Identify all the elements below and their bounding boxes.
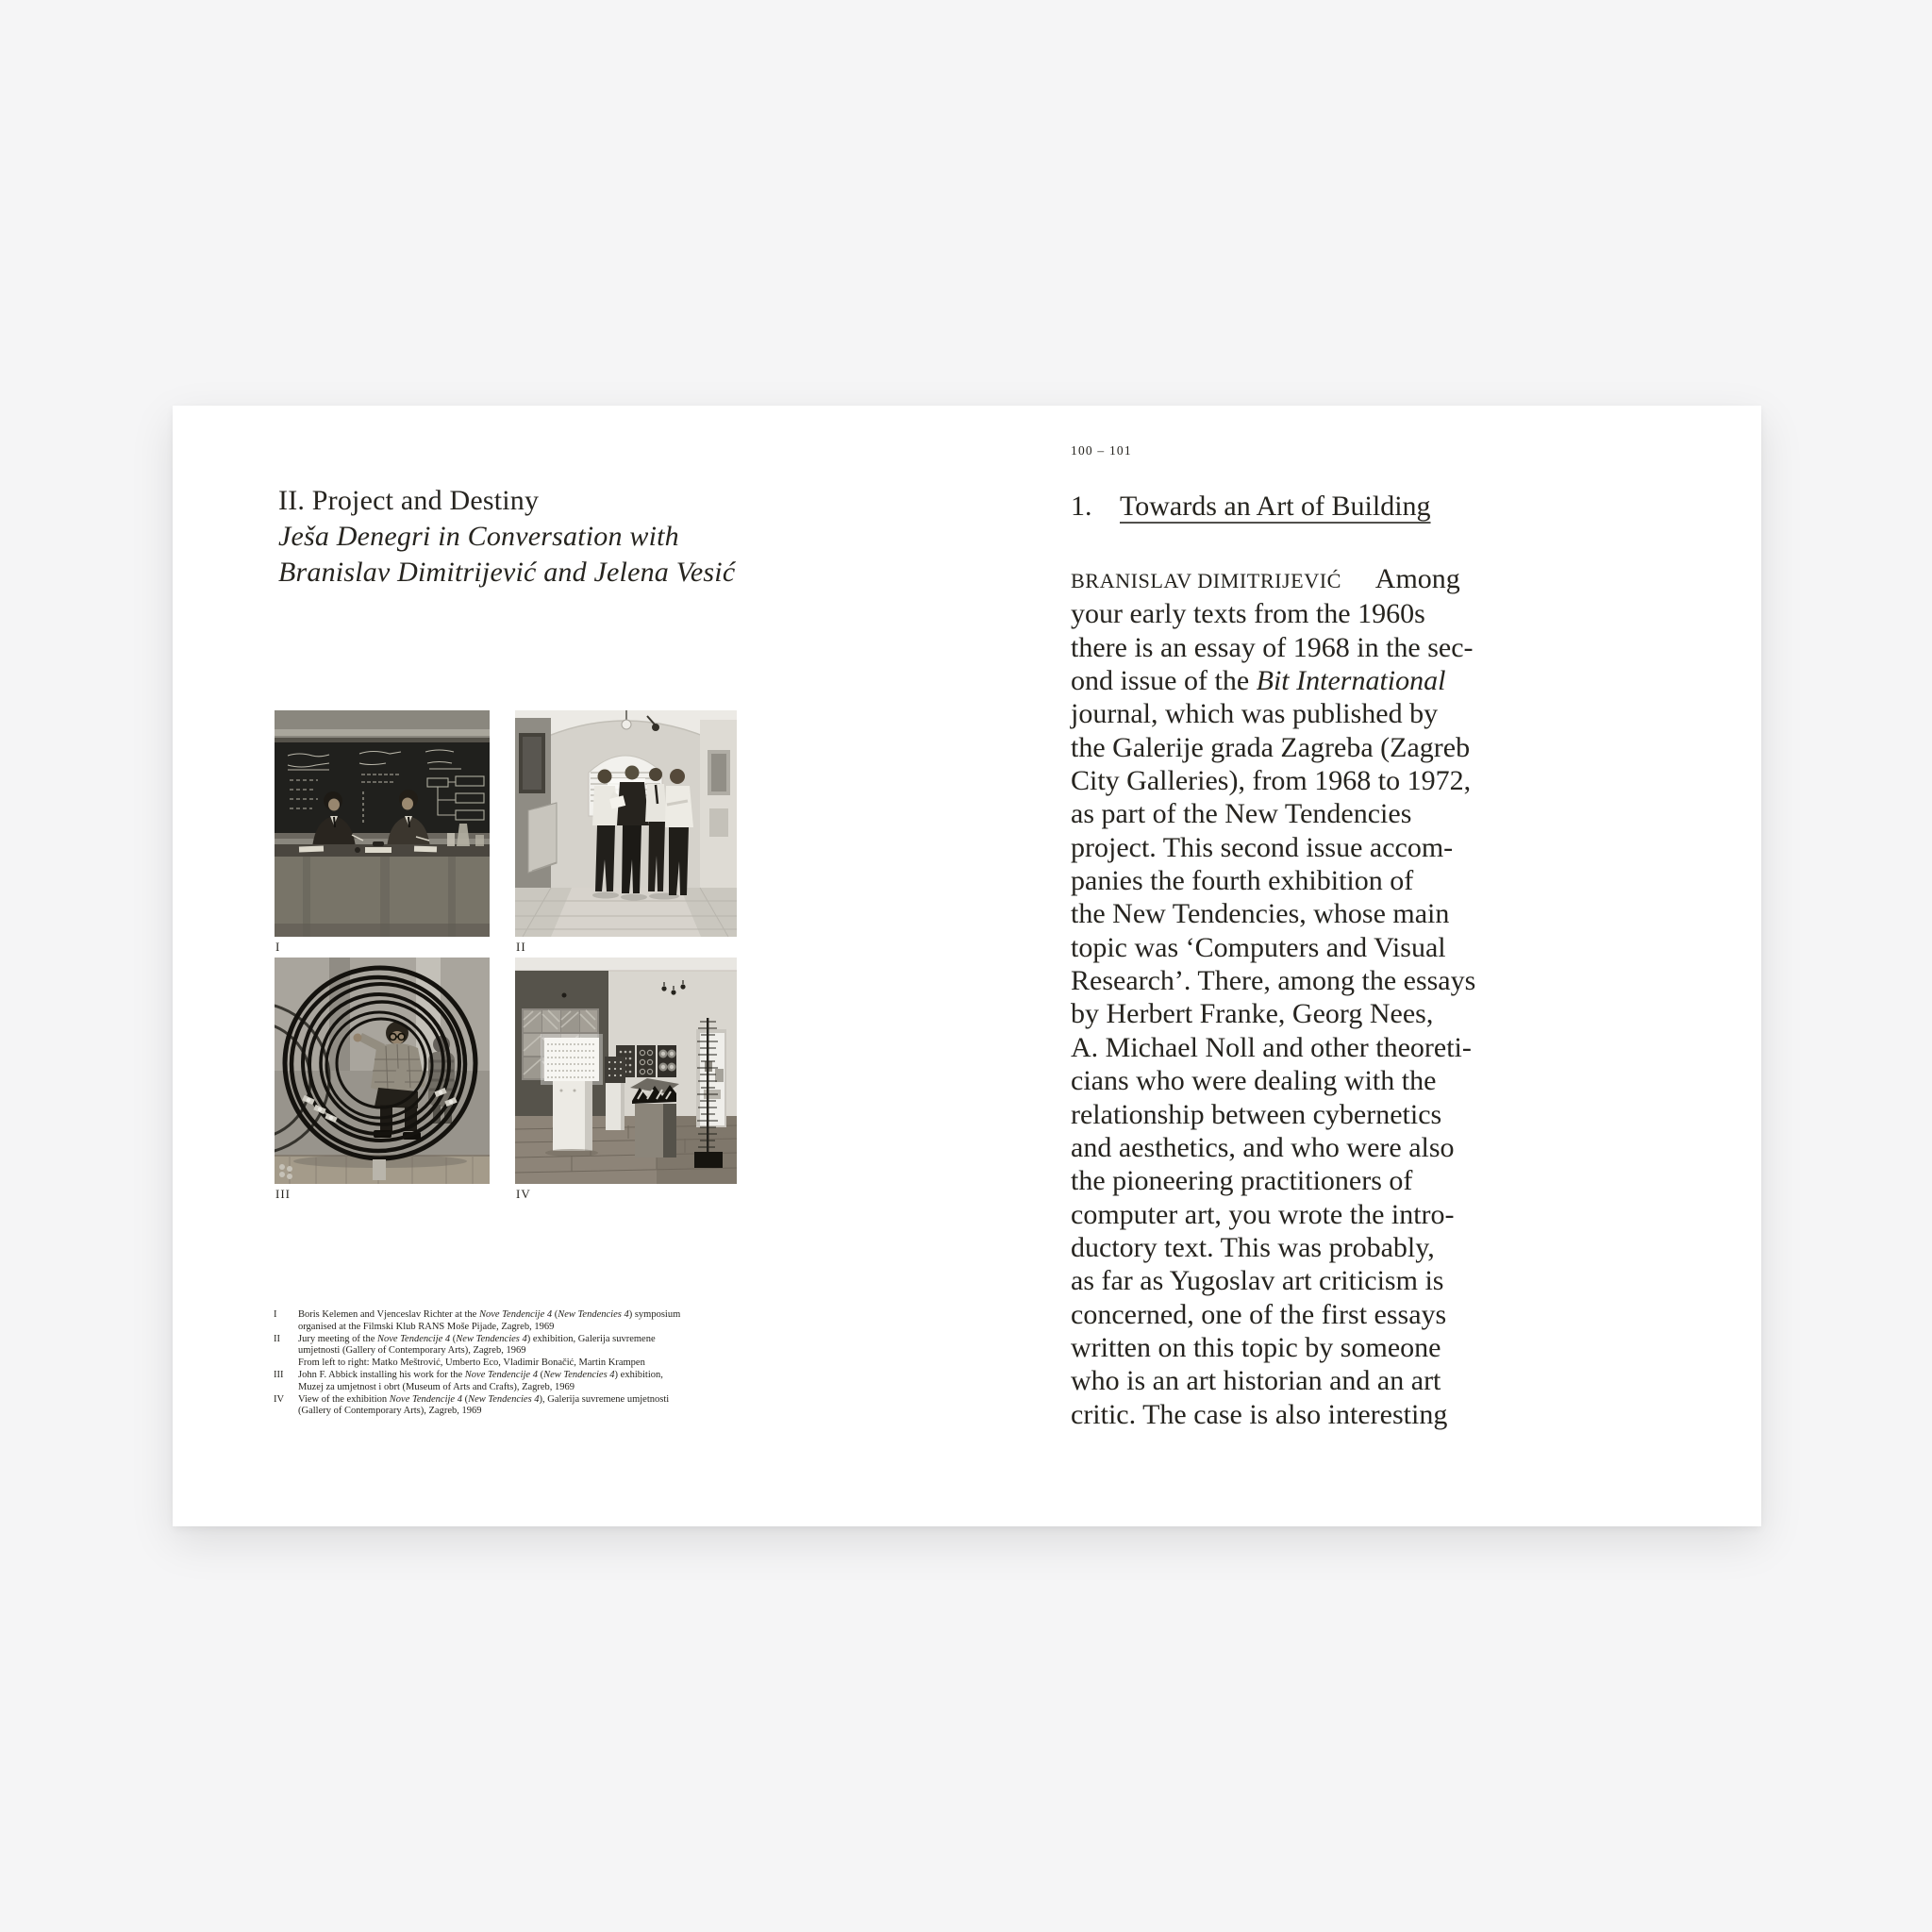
caption-number: III [274, 1369, 284, 1380]
section-heading [1071, 489, 1431, 524]
text-line: by Herbert Franke, Georg Nees, [1071, 998, 1434, 1030]
caption-entry-ii [274, 1334, 821, 1370]
text-line: BRANISLAV DIMITRIJEVIĆ Among [1071, 563, 1460, 594]
text-line: the Galerije grada Zagreba (Zagreb [1071, 731, 1471, 763]
caption-number: IV [274, 1393, 285, 1405]
caption-entry-iv [274, 1394, 821, 1419]
text-line: Boris Kelemen and Vjenceslav Richter at the Nove Tendencije 4 (New Tendencies 4) symposium [298, 1309, 681, 1320]
caption-number: II [274, 1333, 280, 1344]
text-line: View of the exhibition Nove Tendencije 4 (New Tendencies 4), Galerija suvremene umjetnosti [298, 1393, 670, 1405]
caption-text [298, 1394, 669, 1419]
doorway [696, 1029, 726, 1127]
text-line: journal, which was published by [1071, 698, 1439, 730]
text-line: critic. The case is also interesting [1071, 1398, 1448, 1430]
chapter-title: II. Project and Destiny [278, 485, 540, 516]
chapter-subtitle-line-1: Ješa Denegri in Conversation with [278, 521, 679, 552]
text-line: your early texts from the 1960s [1071, 598, 1425, 630]
caption-text [298, 1334, 656, 1370]
text-line: organised at the Filmski Klub RANS Moše Pijade, Zagreb, 1969 [298, 1321, 555, 1332]
text-line: Research’. There, among the essays [1071, 965, 1476, 997]
text-line: as part of the New Tendencies [1071, 798, 1412, 830]
caption-number: I [274, 1309, 277, 1320]
caption-entry-iii [274, 1370, 821, 1394]
text-line: computer art, you wrote the intro- [1071, 1198, 1455, 1230]
text-line: cians who were dealing with the [1071, 1065, 1437, 1097]
photo-label-ii: II [516, 940, 526, 954]
text-line: umjetnosti (Gallery of Contemporary Arts), Zagreb, 1969 [298, 1345, 526, 1357]
photo-jury-meeting [515, 710, 737, 937]
text-line: A. Michael Noll and other theoreti- [1071, 1031, 1472, 1063]
text-line: ond issue of the Bit International [1071, 665, 1446, 697]
text-line: John F. Abbick installing his work for the Nove Tendencije 4 (New Tendencies 4) exhibition, [298, 1369, 663, 1380]
text-line: written on this topic by someone [1071, 1331, 1441, 1363]
photo-label-iv: IV [516, 1187, 531, 1201]
photo-exhibition-view [515, 958, 737, 1184]
text-line: and aesthetics, and who were also [1071, 1131, 1455, 1163]
photo-label-i: I [275, 940, 281, 954]
text-line: there is an essay of 1968 in the sec- [1071, 631, 1474, 663]
text-line: City Galleries), from 1968 to 1972, [1071, 765, 1472, 797]
caption-list [274, 1309, 821, 1418]
section-title: Towards an Art of Building [1120, 491, 1431, 522]
photo-rings-installation [275, 958, 490, 1184]
text-line: relationship between cybernetics [1071, 1098, 1442, 1130]
text-line: topic was ‘Computers and Visual [1071, 931, 1446, 963]
chapter-subtitle-line-2: Branislav Dimitrijević and Jelena Vesić [278, 557, 736, 588]
text-line: Muzej za umjetnost i obrt (Museum of Arts and Crafts), Zagreb, 1969 [298, 1381, 575, 1392]
caption-text [298, 1309, 680, 1334]
text-line: panies the fourth exhibition of [1071, 865, 1414, 897]
book-spread [173, 406, 1761, 1526]
text-line: (Gallery of Contemporary Arts), Zagreb, 1969 [298, 1406, 482, 1417]
caption-text [298, 1370, 663, 1394]
glowing-display-case [541, 1034, 603, 1085]
text-line: as far as Yugoslav art criticism is [1071, 1265, 1444, 1297]
text-line: From left to right: Matko Meštrović, Umberto Eco, Vladimir Bonačić, Martin Krampen [298, 1357, 645, 1369]
folio: 100 – 101 [1071, 443, 1132, 458]
text-line: concerned, one of the first essays [1071, 1298, 1447, 1330]
chapter-title-block [278, 483, 735, 591]
photo-symposium [275, 710, 490, 937]
text-line: project. This second issue accom- [1071, 831, 1454, 863]
section-number: 1. [1071, 491, 1092, 522]
text-line: ductory text. This was probably, [1071, 1231, 1435, 1263]
text-line: Jury meeting of the Nove Tendencije 4 (New Tendencies 4) exhibition, Galerija suvremene [298, 1333, 656, 1344]
text-line: the New Tendencies, whose main [1071, 898, 1450, 930]
pedestal [553, 1081, 589, 1151]
photo-i-image [275, 710, 490, 937]
text-line: who is an art historian and an art [1071, 1365, 1441, 1397]
caption-entry-i [274, 1309, 821, 1334]
text-line: the pioneering practitioners of [1071, 1165, 1413, 1197]
photo-label-iii: III [275, 1187, 291, 1201]
photo-ii-image [515, 710, 737, 937]
photo-iii-image [275, 958, 490, 1184]
photo-iv-image [515, 958, 737, 1184]
interview-text [1071, 562, 1599, 1431]
